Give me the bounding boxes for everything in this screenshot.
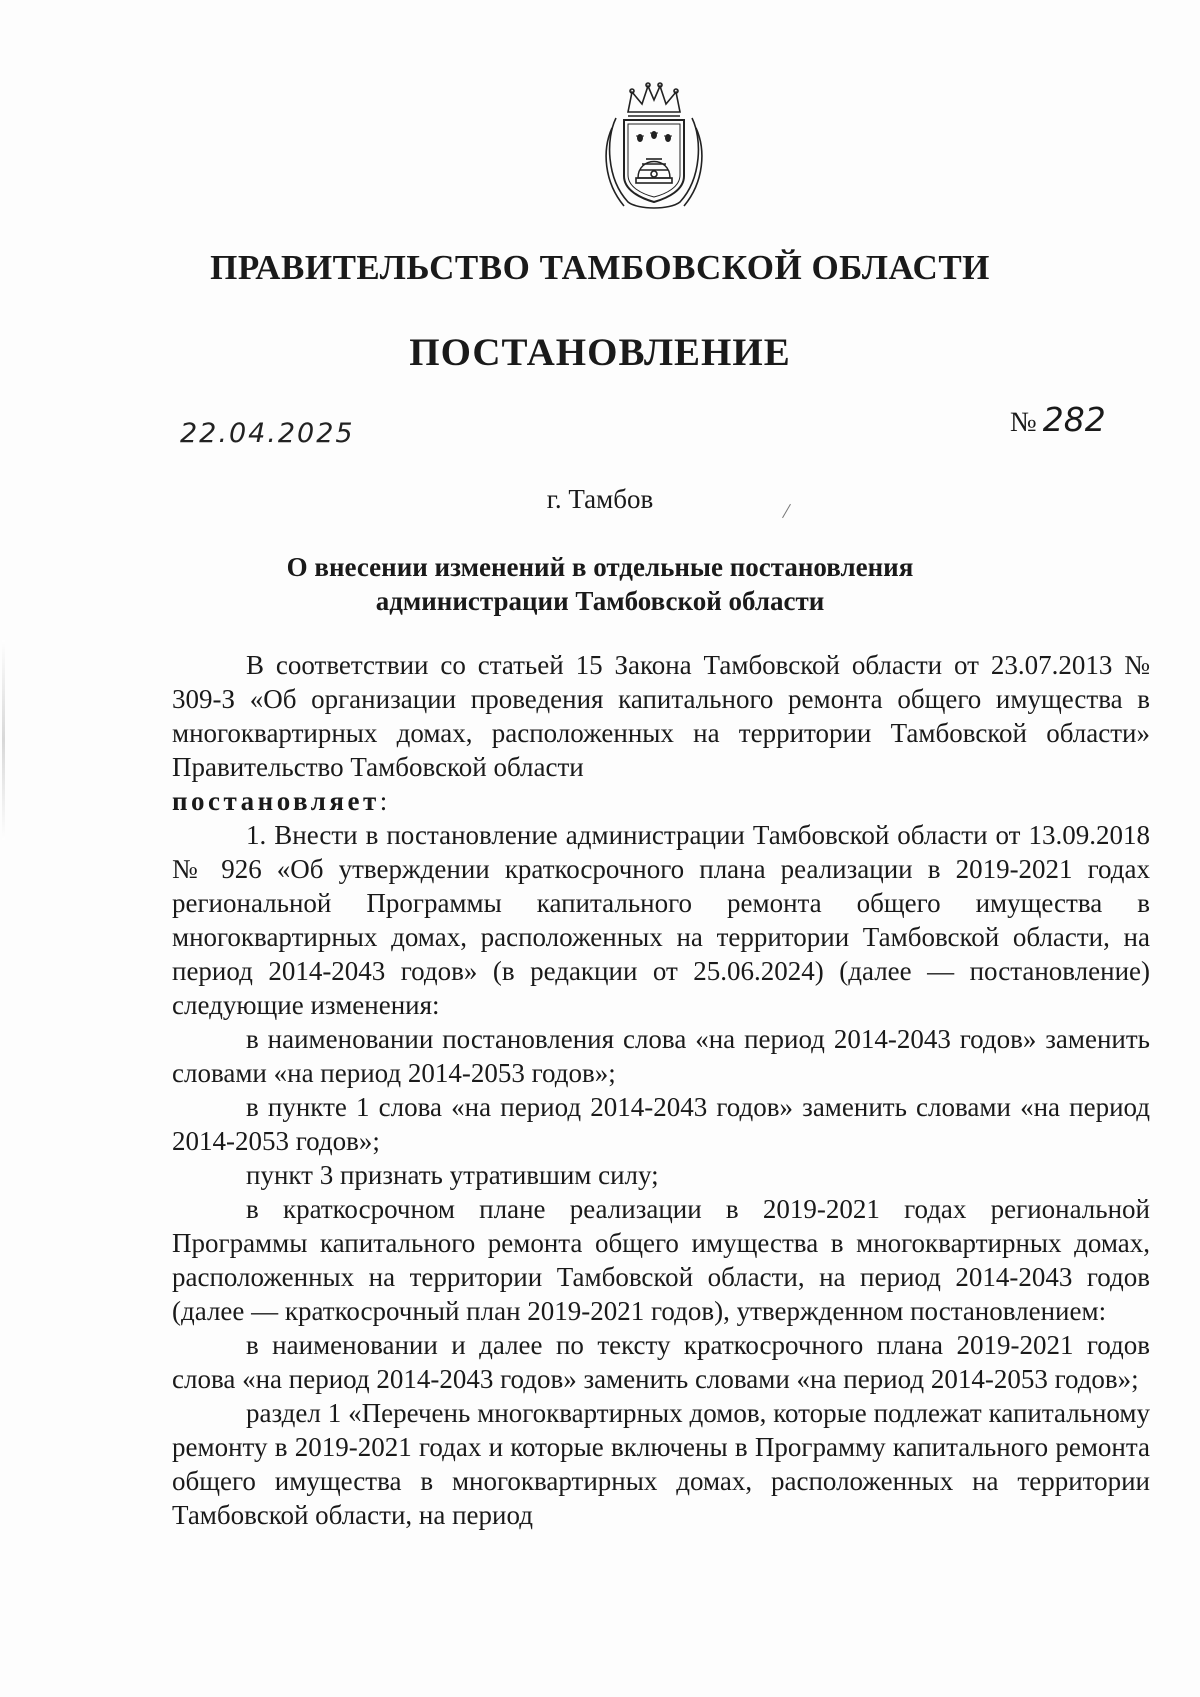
- organization-heading: ПРАВИТЕЛЬСТВО ТАМБОВСКОЙ ОБЛАСТИ: [210, 248, 990, 287]
- document-body: [172, 648, 1150, 1532]
- document-number: [1010, 400, 1106, 439]
- preamble-paragraph: [172, 648, 1150, 784]
- body-paragraph-4: пункт 3 признать утратившим силу;: [246, 1160, 659, 1190]
- document-type-heading: ПОСТАНОВЛЕНИЕ: [409, 331, 791, 374]
- city-line: г. Тамбов: [546, 484, 654, 514]
- body-paragraph-1: 1. Внести в постановление администрации Тамбовской области от 13.09.2018 № 926 «Об утверждении краткосрочного плана реализации в 2019-2021 годах региональной Программы капитального ремонта общего имущества в многоквартирных домах, расположенных на территории Тамбовской области, на период 2014-2043 годов» (в редакции от 25.06.2024) (далее — постановление) следующие изменения:: [172, 820, 1150, 1020]
- number-value: 282: [1042, 400, 1106, 439]
- body-paragraph-6: в наименовании и далее по тексту краткосрочного плана 2019-2021 годов слова «на период 2014-2043 годов» заменить словами «на период 2014-2053 годов»;: [172, 1330, 1150, 1394]
- number-label: №: [1010, 407, 1037, 438]
- body-paragraph-5: в краткосрочном плане реализации в 2019-2021 годах региональной Программы капитального ремонта общего имущества в многоквартирных домах, расположенных на территории Тамбовской области, на период 2014-2043 годов (далее — краткосрочный план 2019-2021 годов), утвержденном постановлением:: [172, 1194, 1150, 1326]
- decree-colon: :: [379, 786, 388, 816]
- scan-edge-shadow: [2, 640, 5, 840]
- body-paragraph-7: раздел 1 «Перечень многоквартирных домов, которые подлежат капитальному ремонту в 2019-2021 годах и которые включены в Программу капитального ремонта общего имущества в многоквартирных домах, расположенных на территории Тамбовской области, на период: [172, 1398, 1150, 1530]
- body-paragraph-2: в наименовании постановления слова «на период 2014-2043 годов» заменить словами «на период 2014-2053 годов»;: [172, 1024, 1150, 1088]
- document-date: 22.04.2025: [180, 418, 355, 449]
- title-line-2: администрации Тамбовской области: [375, 586, 825, 616]
- title-line-1: О внесении изменений в отдельные постановления: [286, 552, 914, 582]
- preamble-text: В соответствии со статьей 15 Закона Тамбовской области от 23.07.2013 № 309-З «Об организации проведения капитального ремонта общего имущества в многоквартирных домах, расположенных на территории Тамбовской области» Правительство Тамбовской области: [172, 650, 1150, 782]
- decree-line: [172, 784, 1150, 818]
- decree-word: постановляет: [172, 786, 380, 816]
- body-paragraph-3: в пункте 1 слова «на период 2014-2043 годов» заменить словами «на период 2014-2053 годов»;: [172, 1092, 1150, 1156]
- document-title: [0, 550, 1200, 618]
- tambov-coat-of-arms-icon: [598, 78, 710, 214]
